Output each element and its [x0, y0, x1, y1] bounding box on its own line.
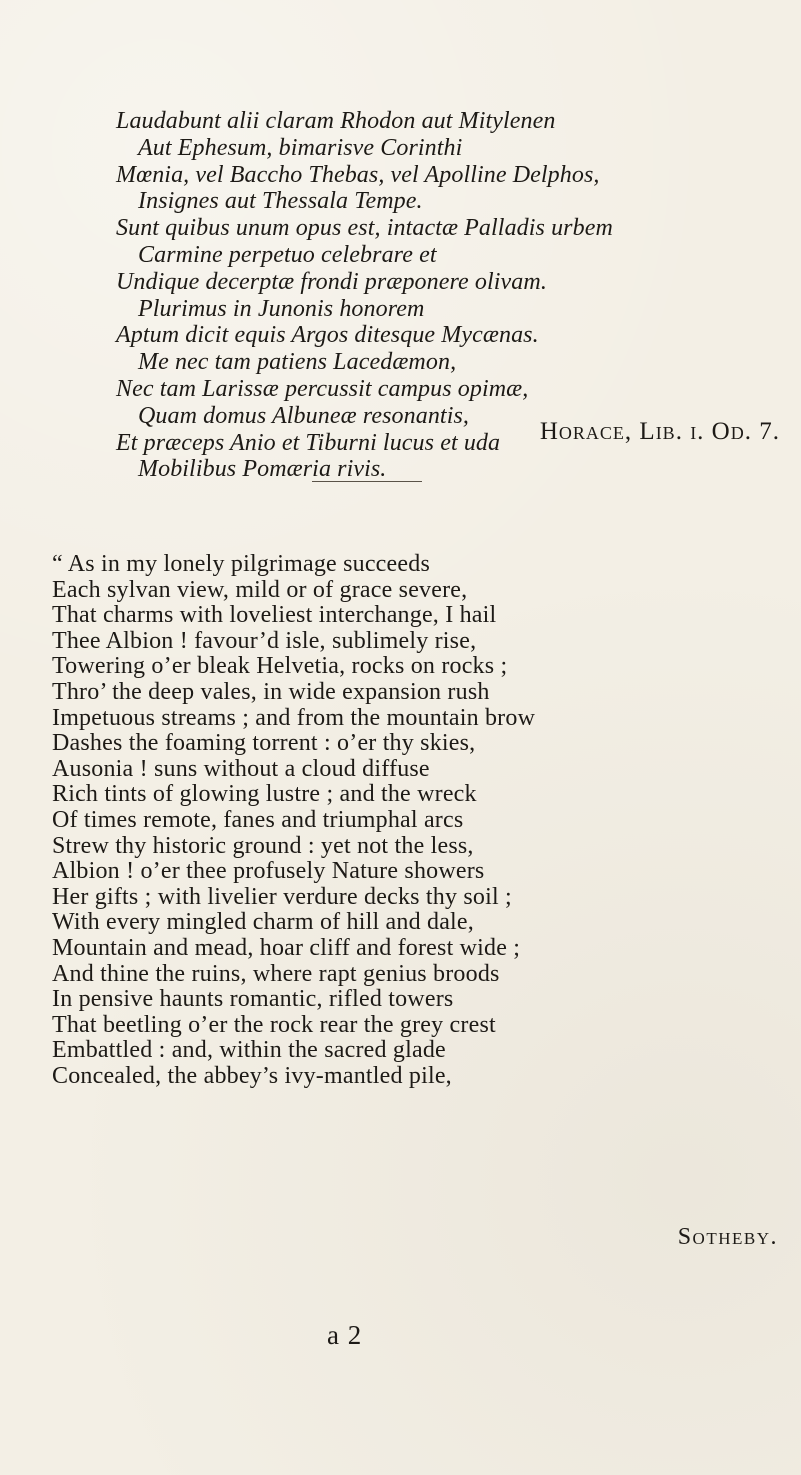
- section-divider: [312, 481, 422, 482]
- epigraph-line: Aptum dicit equis Argos ditesque Mycænas.: [116, 322, 539, 349]
- poem-author: Sotheby.: [677, 1224, 778, 1250]
- epigraph-attribution: Horace, Lib. i. Od. 7.: [539, 418, 780, 445]
- english-poem: [52, 552, 782, 1089]
- poem-line: Thro’ the deep vales, in wide expansion rush: [52, 678, 490, 705]
- epigraph-line: Laudabunt alii claram Rhodon aut Mitylenen: [116, 108, 556, 134]
- poem-line: “ As in my lonely pilgrimage succeeds: [52, 551, 430, 577]
- poem-line: Of times remote, fanes and triumphal arcs: [52, 806, 464, 833]
- poem-line: And thine the ruins, where rapt genius broods: [52, 960, 500, 987]
- epigraph-line: Carmine perpetuo celebrare et: [138, 241, 437, 268]
- epigraph-line: Et præceps Anio et Tiburni lucus et uda: [116, 429, 501, 456]
- poem-line: Impetuous streams ; and from the mountain brow: [52, 704, 536, 731]
- poem-line: Embattled : and, within the sacred glade: [52, 1037, 446, 1064]
- poem-line: Thee Albion ! favour’d isle, sublimely rise,: [52, 627, 477, 654]
- poem-line: With every mingled charm of hill and dale,: [52, 909, 474, 936]
- poem-line: In pensive haunts romantic, rifled towers: [52, 986, 454, 1013]
- epigraph-line: Sunt quibus unum opus est, intactæ Palladis urbem: [116, 215, 613, 242]
- epigraph-line: Me nec tam patiens Lacedæmon,: [138, 349, 457, 376]
- poem-line: That charms with loveliest interchange, I hail: [52, 602, 497, 629]
- poem-line: Rich tints of glowing lustre ; and the wreck: [52, 781, 477, 808]
- poem-line: Mountain and mead, hoar cliff and forest wide ;: [52, 934, 521, 961]
- poem-line: Albion ! o’er thee profusely Nature showers: [52, 858, 485, 885]
- epigraph-line: Undique decerptæ frondi præponere olivam.: [116, 268, 547, 295]
- epigraph-line: Quam domus Albuneæ resonantis,: [138, 402, 470, 429]
- poem-line: Strew thy historic ground : yet not the less,: [52, 832, 474, 859]
- epigraph-line: Nec tam Larissæ percussit campus opimæ,: [116, 375, 529, 402]
- epigraph-line: Mœnia, vel Baccho Thebas, vel Apolline Delphos,: [116, 161, 600, 188]
- signature-mark: a 2: [327, 1320, 363, 1350]
- poem-line: Each sylvan view, mild or of grace severe,: [52, 576, 468, 603]
- poem-line: Ausonia ! suns without a cloud diffuse: [52, 755, 430, 782]
- epigraph-line: Insignes aut Thessala Tempe.: [138, 188, 423, 215]
- epigraph-line: Plurimus in Junonis honorem: [138, 295, 425, 322]
- poem-line: That beetling o’er the rock rear the grey crest: [52, 1011, 496, 1038]
- poem-line: Her gifts ; with livelier verdure decks thy soil ;: [52, 883, 512, 910]
- epigraph-line: Mobilibus Pomæria rivis.: [138, 456, 387, 483]
- epigraph-line: Aut Ephesum, bimarisve Corinthi: [138, 134, 463, 161]
- poem-line: Towering o’er bleak Helvetia, rocks on rocks ;: [52, 653, 508, 680]
- poem-line: Concealed, the abbey’s ivy-mantled pile,: [52, 1062, 452, 1089]
- poem-line: Dashes the foaming torrent : o’er thy skies,: [52, 730, 476, 757]
